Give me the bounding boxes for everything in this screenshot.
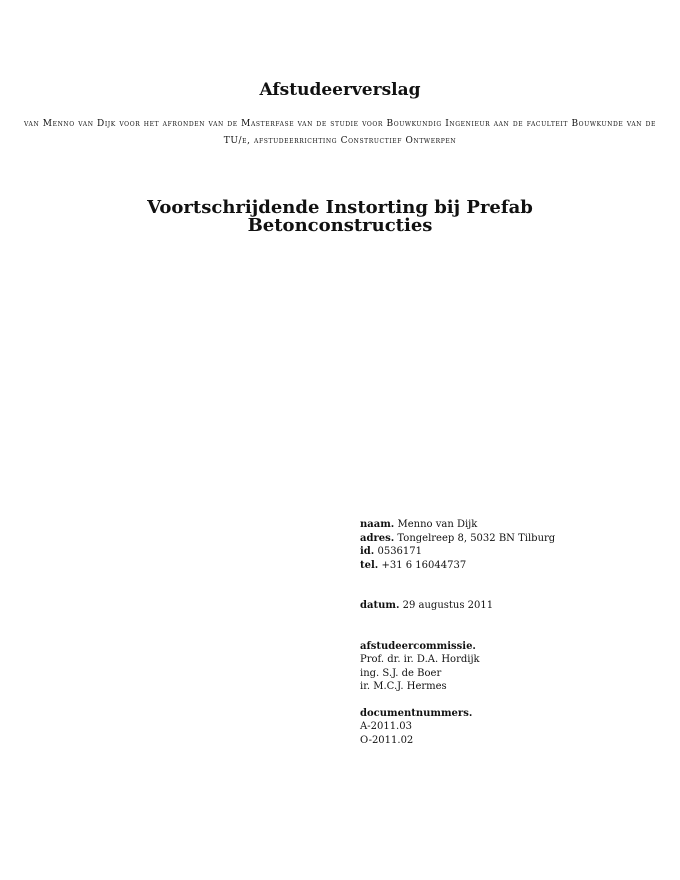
naam-row xyxy=(360,518,660,532)
commissie-member: ir. M.C.J. Hermes xyxy=(360,681,447,692)
id-label: id. xyxy=(360,546,375,557)
datum-row xyxy=(360,599,660,613)
tel-label: tel. xyxy=(360,559,379,571)
commissie-label: afstudeercommissie. xyxy=(360,640,476,652)
id-value: 0536171 xyxy=(377,546,423,557)
report-subtitle: van Menno van Dijk voor het afronden van de Masterfase van de studie voor Bouwkundig Ingenieur aan de faculteit Bouwkunde van de TU/e, afstudeerrichting Constructief Ontwerpen xyxy=(24,119,656,146)
commissie-member: ing. S.J. de Boer xyxy=(360,667,442,679)
documentnummer: A-2011.03 xyxy=(360,721,412,732)
report-title: Afstudeerverslag xyxy=(259,80,421,100)
thesis-title: Voortschrijdende Instorting bij Prefab Betonconstructies xyxy=(147,197,533,236)
id-row xyxy=(360,545,660,559)
adres-row xyxy=(360,532,660,546)
datum-label: datum. xyxy=(360,600,400,611)
datum-value: 29 augustus 2011 xyxy=(402,600,494,611)
tel-row xyxy=(360,559,660,573)
adres-value: Tongelreep 8, 5032 BN Tilburg xyxy=(397,532,556,544)
adres-label: adres. xyxy=(360,532,395,544)
author-info-block xyxy=(360,518,660,747)
naam-label: naam. xyxy=(360,519,395,530)
documentnummers-label: documentnummers. xyxy=(360,707,473,719)
naam-value: Menno van Dijk xyxy=(397,519,478,530)
commissie-member: Prof. dr. ir. D.A. Hordijk xyxy=(360,654,480,665)
tel-value: +31 6 16044737 xyxy=(381,559,467,571)
documentnummer: O-2011.02 xyxy=(360,734,414,746)
